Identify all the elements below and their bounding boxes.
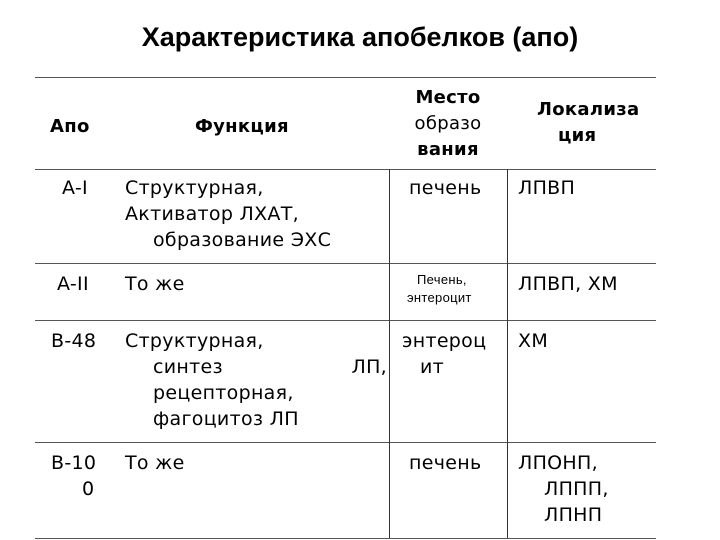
function-line: образование ЭХС — [153, 229, 332, 251]
cell-apo: A-I — [62, 177, 88, 199]
cell-place: печень — [409, 177, 482, 199]
place-line: энтероц — [402, 330, 487, 352]
cell-function — [125, 175, 387, 253]
table-top-rule — [35, 77, 656, 78]
column-divider — [507, 169, 508, 538]
function-line-justified — [125, 354, 387, 380]
header-place-line: вания — [417, 139, 479, 160]
header-place-line: образо — [414, 113, 482, 134]
function-line: Структурная, — [125, 177, 264, 199]
place-line: Печень, — [417, 272, 467, 287]
localization-line: ЛПНП — [544, 504, 603, 526]
header-localization-line: ция — [558, 125, 597, 146]
header-localization-line: Локализа — [537, 99, 640, 120]
function-line: Структурная, — [125, 330, 264, 352]
place-line: ит — [420, 356, 445, 378]
header-place-line: Место — [415, 87, 481, 108]
function-word: синтез — [153, 356, 223, 378]
apo-line: B-10 — [51, 452, 97, 474]
header-apo: Апо — [50, 116, 90, 137]
cell-apo — [51, 450, 96, 502]
cell-function: То же — [125, 452, 185, 474]
localization-line: ЛППП, — [544, 478, 609, 500]
place-line: энтероцит — [407, 290, 472, 305]
cell-place — [402, 328, 486, 380]
cell-function — [125, 328, 387, 432]
row-rule — [35, 442, 656, 443]
cell-localization: ХМ — [518, 330, 549, 352]
slide-title: Характеристика апобелков (апо) — [141, 22, 579, 52]
table-bottom-rule — [35, 538, 656, 539]
column-divider — [389, 169, 390, 538]
function-line: рецепторная, — [153, 382, 294, 404]
cell-localization: ЛПВП, ХМ — [518, 273, 618, 295]
cell-apo: B-48 — [51, 330, 97, 352]
function-word: ЛП, — [351, 356, 387, 378]
function-line: фагоцитоз ЛП — [153, 408, 299, 430]
apoprotein-table — [35, 77, 656, 539]
function-line: Активатор ЛХАТ, — [125, 203, 299, 225]
cell-place: печень — [409, 452, 482, 474]
cell-localization: ЛПВП — [518, 177, 576, 199]
row-rule — [35, 320, 656, 321]
header-localization — [537, 97, 652, 149]
localization-line: ЛПОНП, — [518, 452, 598, 474]
header-function: Функция — [195, 116, 289, 137]
apo-line: 0 — [82, 478, 95, 500]
cell-localization — [518, 450, 609, 528]
cell-apo: A-II — [57, 273, 89, 295]
header-place — [393, 85, 503, 163]
header-rule — [35, 169, 656, 170]
cell-place — [407, 271, 472, 307]
cell-function: То же — [125, 273, 185, 295]
row-rule — [35, 263, 656, 264]
